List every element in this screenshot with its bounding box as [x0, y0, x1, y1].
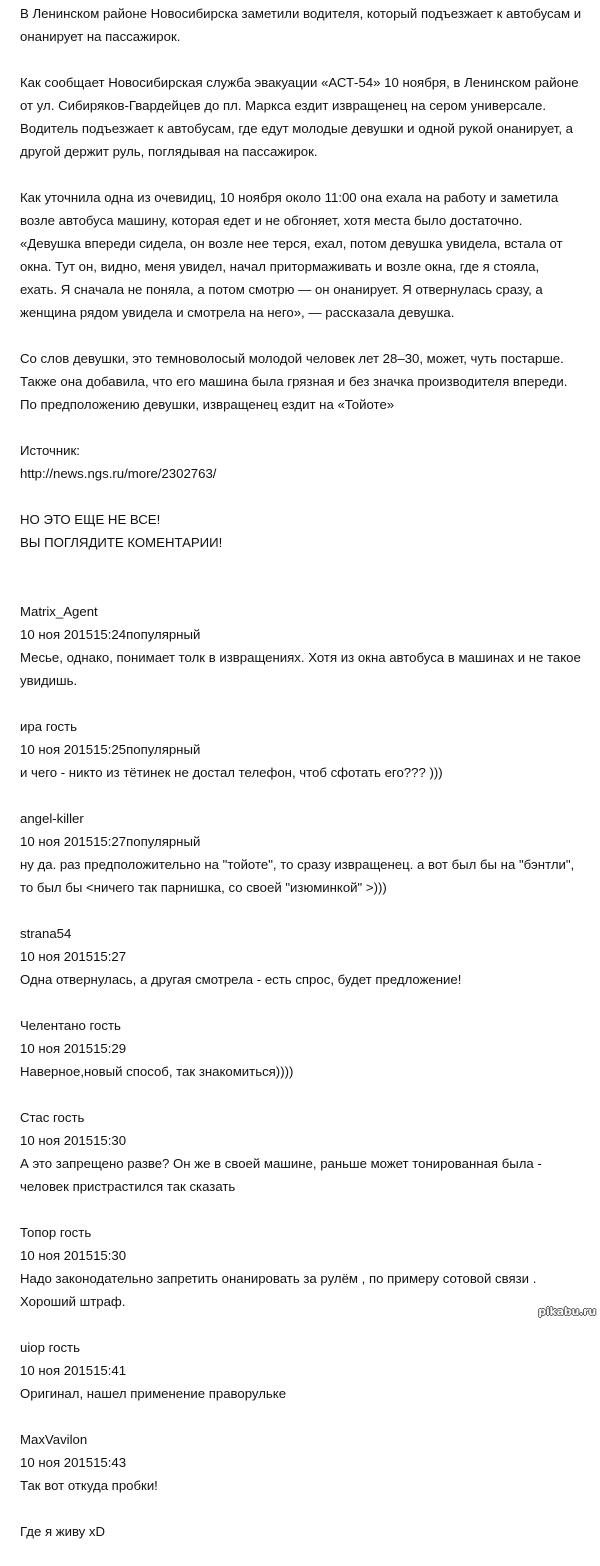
- comment: [20, 1428, 595, 1497]
- text-line: окна. Тут он, видно, меня увидел, начал притормаживать и возле окна, где я стояла,: [20, 259, 540, 274]
- comment-text-line: и чего - никто из тётинек не достал телефон, чтоб сфотать его??? ))): [20, 765, 443, 780]
- comment-text-line: Хороший штраф.: [20, 1294, 126, 1309]
- text-line: от ул. Сибиряков-Гвардейцев до пл. Маркса ездит извращенец на сером универсале.: [20, 98, 546, 113]
- comment-meta: 10 ноя 201515:25популярный: [20, 742, 201, 757]
- text-line: «Девушка впереди сидела, он возле нее терся, ехал, потом девушка увидела, встала от: [20, 236, 563, 251]
- comment-meta: 10 ноя 201515:27: [20, 949, 127, 964]
- text-line: ехать. Я сначала не поняла, а потом смотрю — он онанирует. Я отвернулась сразу, а: [20, 282, 543, 297]
- callout: [20, 508, 595, 554]
- text-line: возле автобуса машину, которая едет и не обгоняет, хотя места было достаточно.: [20, 213, 523, 228]
- text-line: Со слов девушки, это темноволосый молодой человек лет 28–30, может, чуть постарше.: [20, 351, 564, 366]
- text-line: В Ленинском районе Новосибирска заметили водителя, который подъезжает к автобусам и: [20, 6, 582, 21]
- comment-author: Топор гость: [20, 1225, 92, 1240]
- comment-text-line: Надо законодательно запретить онанировать за рулём , по примеру сотовой связи .: [20, 1271, 537, 1286]
- spacer: [20, 577, 595, 600]
- text-line: Как уточнила одна из очевидиц, 10 ноября около 11:00 она ехала на работу и заметила: [20, 190, 559, 205]
- comment: [20, 807, 595, 899]
- comment-meta: 10 ноя 201515:24популярный: [20, 627, 201, 642]
- comment-meta: 10 ноя 201515:27популярный: [20, 834, 201, 849]
- text-line: Водитель подъезжает к автобусам, где едут молодые девушки и одной рукой онанирует, а: [20, 121, 574, 136]
- comment-text-line: ну да. раз предположительно на "тойоте", то сразу извращенец. а вот был бы на "бэнтли",: [20, 857, 575, 872]
- comment-meta: 10 ноя 201515:43: [20, 1455, 127, 1470]
- article-paragraph-3: [20, 186, 595, 324]
- text-line: Как сообщает Новосибирская служба эвакуации «АСТ-54» 10 ноября, в Ленинском районе: [20, 75, 579, 90]
- comment-text-line: Оригинал, нашел применение праворульке: [20, 1386, 287, 1401]
- article-paragraph-2: [20, 71, 595, 163]
- text-line: Также она добавила, что его машина была грязная и без значка производителя впереди.: [20, 374, 568, 389]
- callout-line-1: НО ЭТО ЕЩЕ НЕ ВСЕ!: [20, 512, 161, 527]
- comment: [20, 1336, 595, 1405]
- comment: [20, 1106, 595, 1198]
- text-line: онанирует на пассажирок.: [20, 29, 181, 44]
- article-paragraph-1: [20, 2, 595, 48]
- comment-author: Стас гость: [20, 1110, 85, 1125]
- comments-list: [20, 600, 595, 1497]
- closing-text: Где я живу xD: [20, 1524, 106, 1539]
- comment-text-line: Месье, однако, понимает толк в извращениях. Хотя из окна автобуса в машинах и не такое: [20, 650, 581, 665]
- comment-meta: 10 ноя 201515:41: [20, 1363, 127, 1378]
- comment-author: Matrix_Agent: [20, 604, 98, 619]
- comment: [20, 715, 595, 784]
- comment-text-line: увидишь.: [20, 673, 78, 688]
- comment-text-line: Одна отвернулась, а другая смотрела - есть спрос, будет предложение!: [20, 972, 462, 987]
- comment-author: ира гость: [20, 719, 78, 734]
- comment-meta: 10 ноя 201515:29: [20, 1041, 127, 1056]
- comment-meta: 10 ноя 201515:30: [20, 1248, 127, 1263]
- closing-remark: [20, 1520, 595, 1543]
- comment: [20, 922, 595, 991]
- source-label: Источник:: [20, 443, 80, 458]
- comment-text-line: то был бы <ничего так парнишка, со своей "изюминкой" >))): [20, 880, 387, 895]
- article-paragraph-4: [20, 347, 595, 416]
- comment-author: angel-killer: [20, 811, 84, 826]
- text-line: женщина рядом увидела и смотрела на него», — рассказала девушка.: [20, 305, 455, 320]
- callout-line-2: ВЫ ПОГЛЯДИТЕ КОМЕНТАРИИ!: [20, 535, 223, 550]
- comment-author: uiop гость: [20, 1340, 80, 1355]
- comment-meta: 10 ноя 201515:30: [20, 1133, 127, 1148]
- comment: [20, 1221, 595, 1313]
- comment-text-line: А это запрещено разве? Он же в своей машине, раньше может тонированная была -: [20, 1156, 542, 1171]
- comment-author: strana54: [20, 926, 72, 941]
- comment-text-line: Так вот откуда пробки!: [20, 1478, 158, 1493]
- post-body: [20, 2, 595, 1566]
- comment: [20, 600, 595, 692]
- source-block: [20, 439, 595, 485]
- comment-text-line: человек пристрастился так сказать: [20, 1179, 236, 1194]
- watermark-logo: pikabu.ru: [538, 1305, 596, 1318]
- comment: [20, 1014, 595, 1083]
- comment-author: Челентано гость: [20, 1018, 121, 1033]
- comment-author: MaxVavilon: [20, 1432, 88, 1447]
- comment-text-line: Наверное,новый способ, так знакомиться)))): [20, 1064, 294, 1079]
- text-line: По предположению девушки, извращенец ездит на «Тойоте»: [20, 397, 395, 412]
- text-line: другой держит руль, поглядывая на пассажирок.: [20, 144, 318, 159]
- source-link[interactable]: http://news.ngs.ru/more/2302763/: [20, 466, 217, 481]
